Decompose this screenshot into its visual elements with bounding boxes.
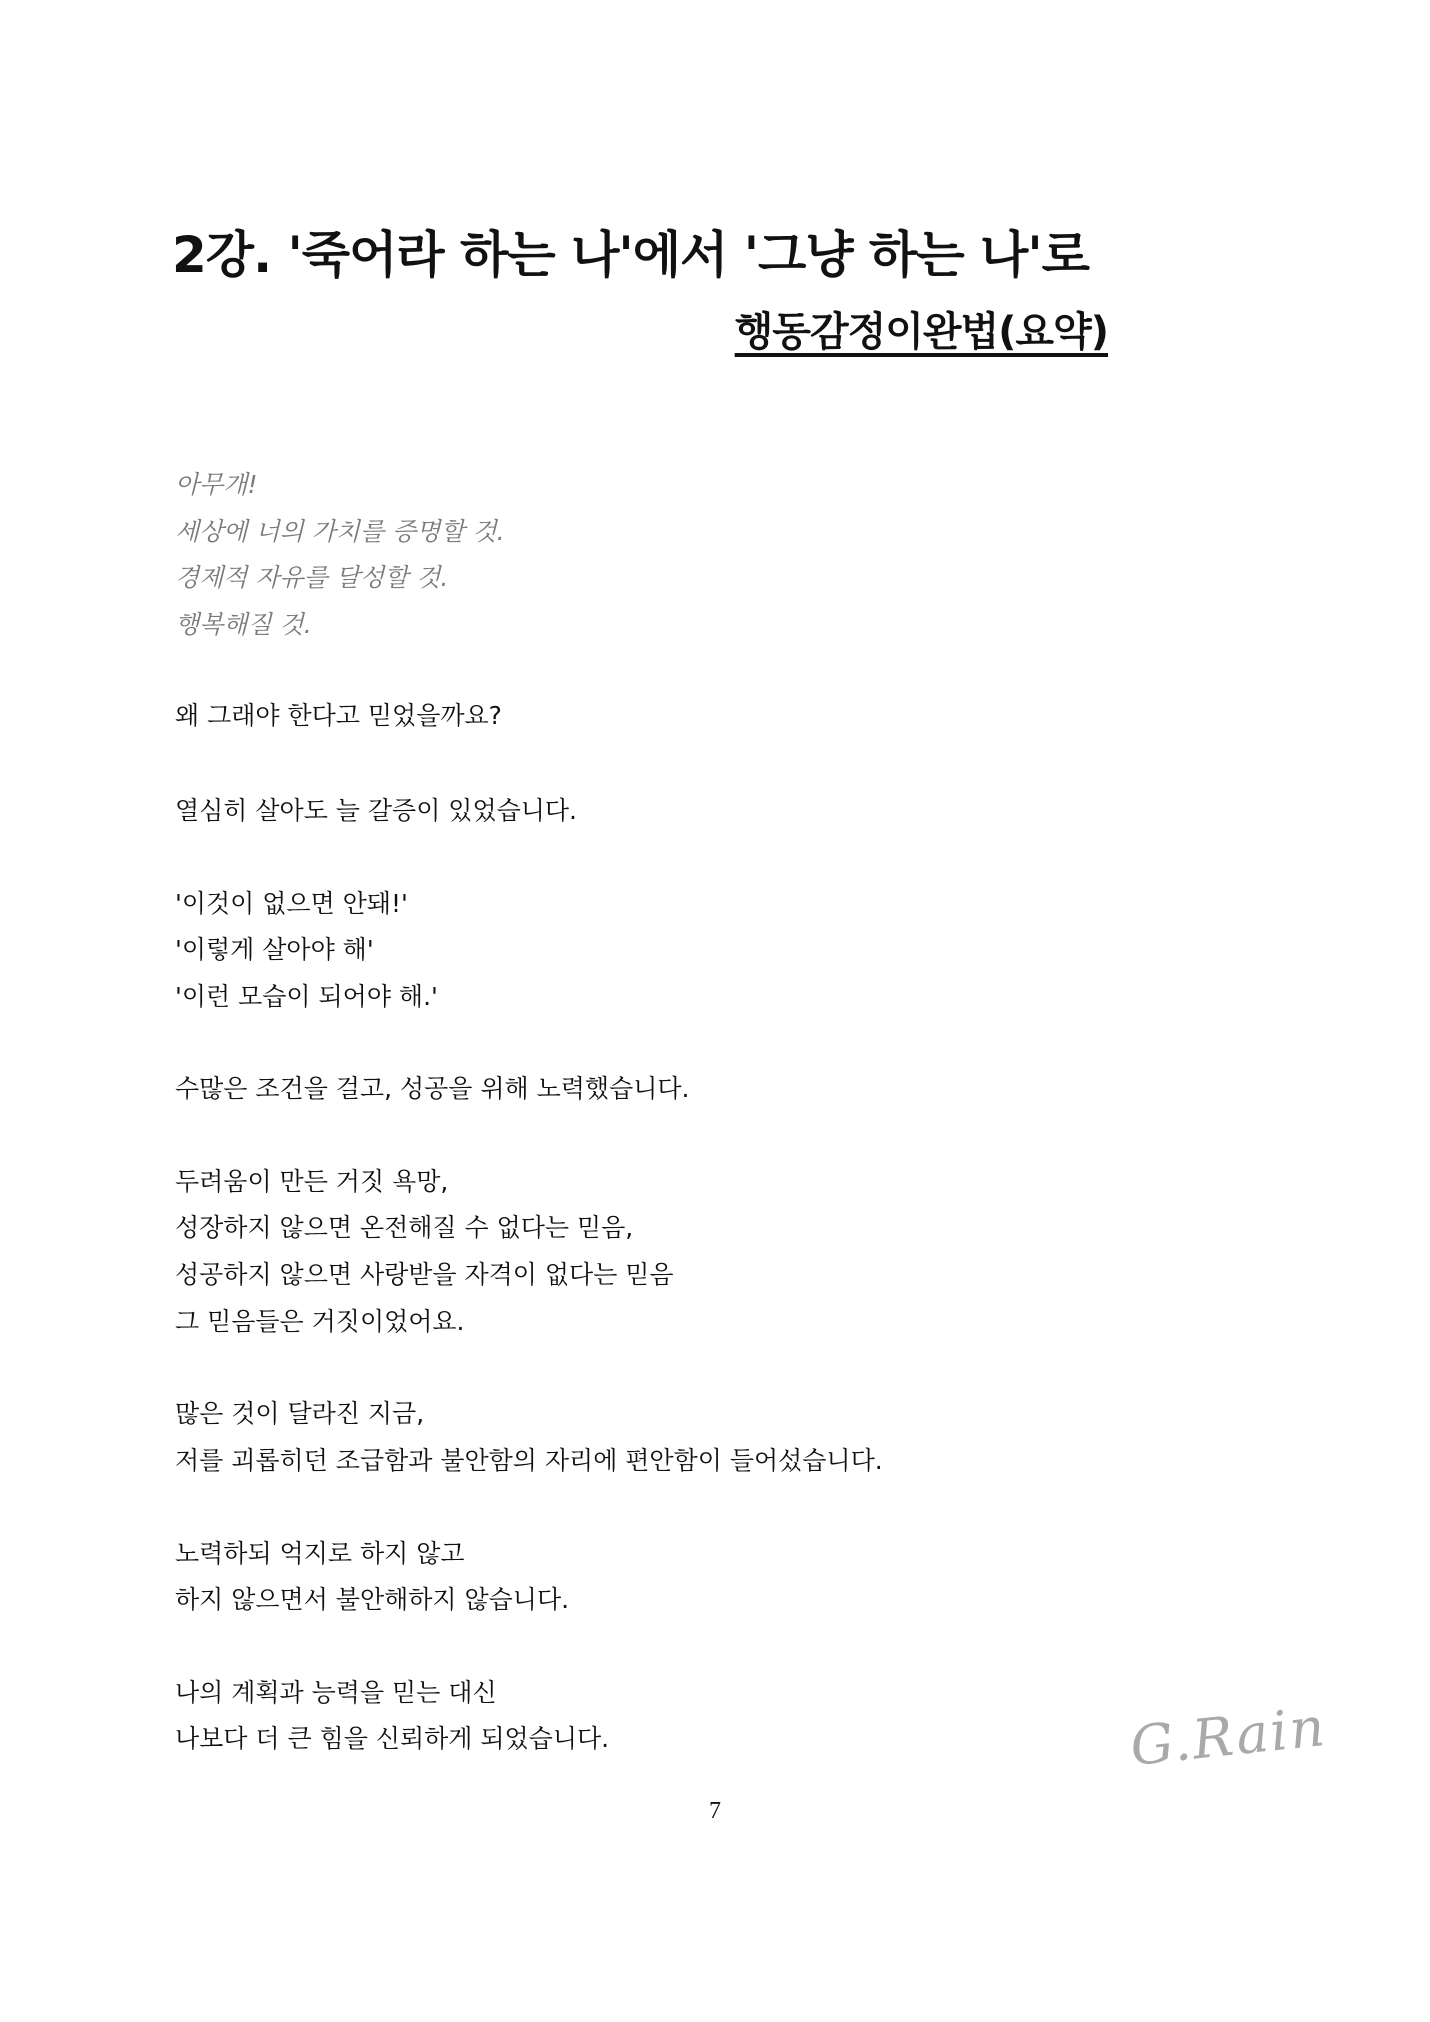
body-line: 열심히 살아도 늘 갈증이 있었습니다. [175,796,577,825]
quote-line: 세상에 너의 가치를 증명할 것. [175,517,505,546]
body-line: 노력하되 억지로 하지 않고 [175,1539,465,1568]
body-line: 그 믿음들은 거짓이었어요. [175,1307,465,1336]
body-line: '이렇게 살아야 해' [175,935,374,964]
quote-line: 경제적 자유를 달성할 것. [175,563,449,592]
body-line: 왜 그래야 한다고 믿었을까요? [175,701,502,730]
signature: G.Rain [1127,1694,1330,1779]
quote-line: 아무개! [175,470,258,499]
body-line: 저를 괴롭히던 조급함과 불안함의 자리에 편안함이 들어섰습니다. [175,1446,883,1475]
page-title: 2강. '죽어라 하는 나'에서 '그냥 하는 나'로 [172,226,1089,284]
quote-line: 행복해질 것. [175,610,312,639]
body-line: 성장하지 않으면 온전해질 수 없다는 믿음, [175,1213,634,1242]
body-line: 많은 것이 달라진 지금, [175,1399,425,1428]
body-line: 두려움이 만든 거짓 욕망, [175,1167,449,1196]
page-subtitle: 행동감정이완법(요약) [734,309,1108,355]
body-line: 성공하지 않으면 사랑받을 자격이 없다는 믿음 [175,1260,674,1289]
body-line: 나보다 더 큰 힘을 신뢰하게 되었습니다. [175,1724,610,1753]
page-number: 7 [709,1798,721,1824]
body-line: '이런 모습이 되어야 해.' [175,982,438,1011]
body-line: '이것이 없으면 안돼!' [175,889,408,918]
body-line: 나의 계획과 능력을 믿는 대신 [175,1678,497,1707]
body-line: 수많은 조건을 걸고, 성공을 위해 노력했습니다. [175,1074,690,1103]
body-line: 하지 않으면서 불안해하지 않습니다. [175,1585,570,1614]
